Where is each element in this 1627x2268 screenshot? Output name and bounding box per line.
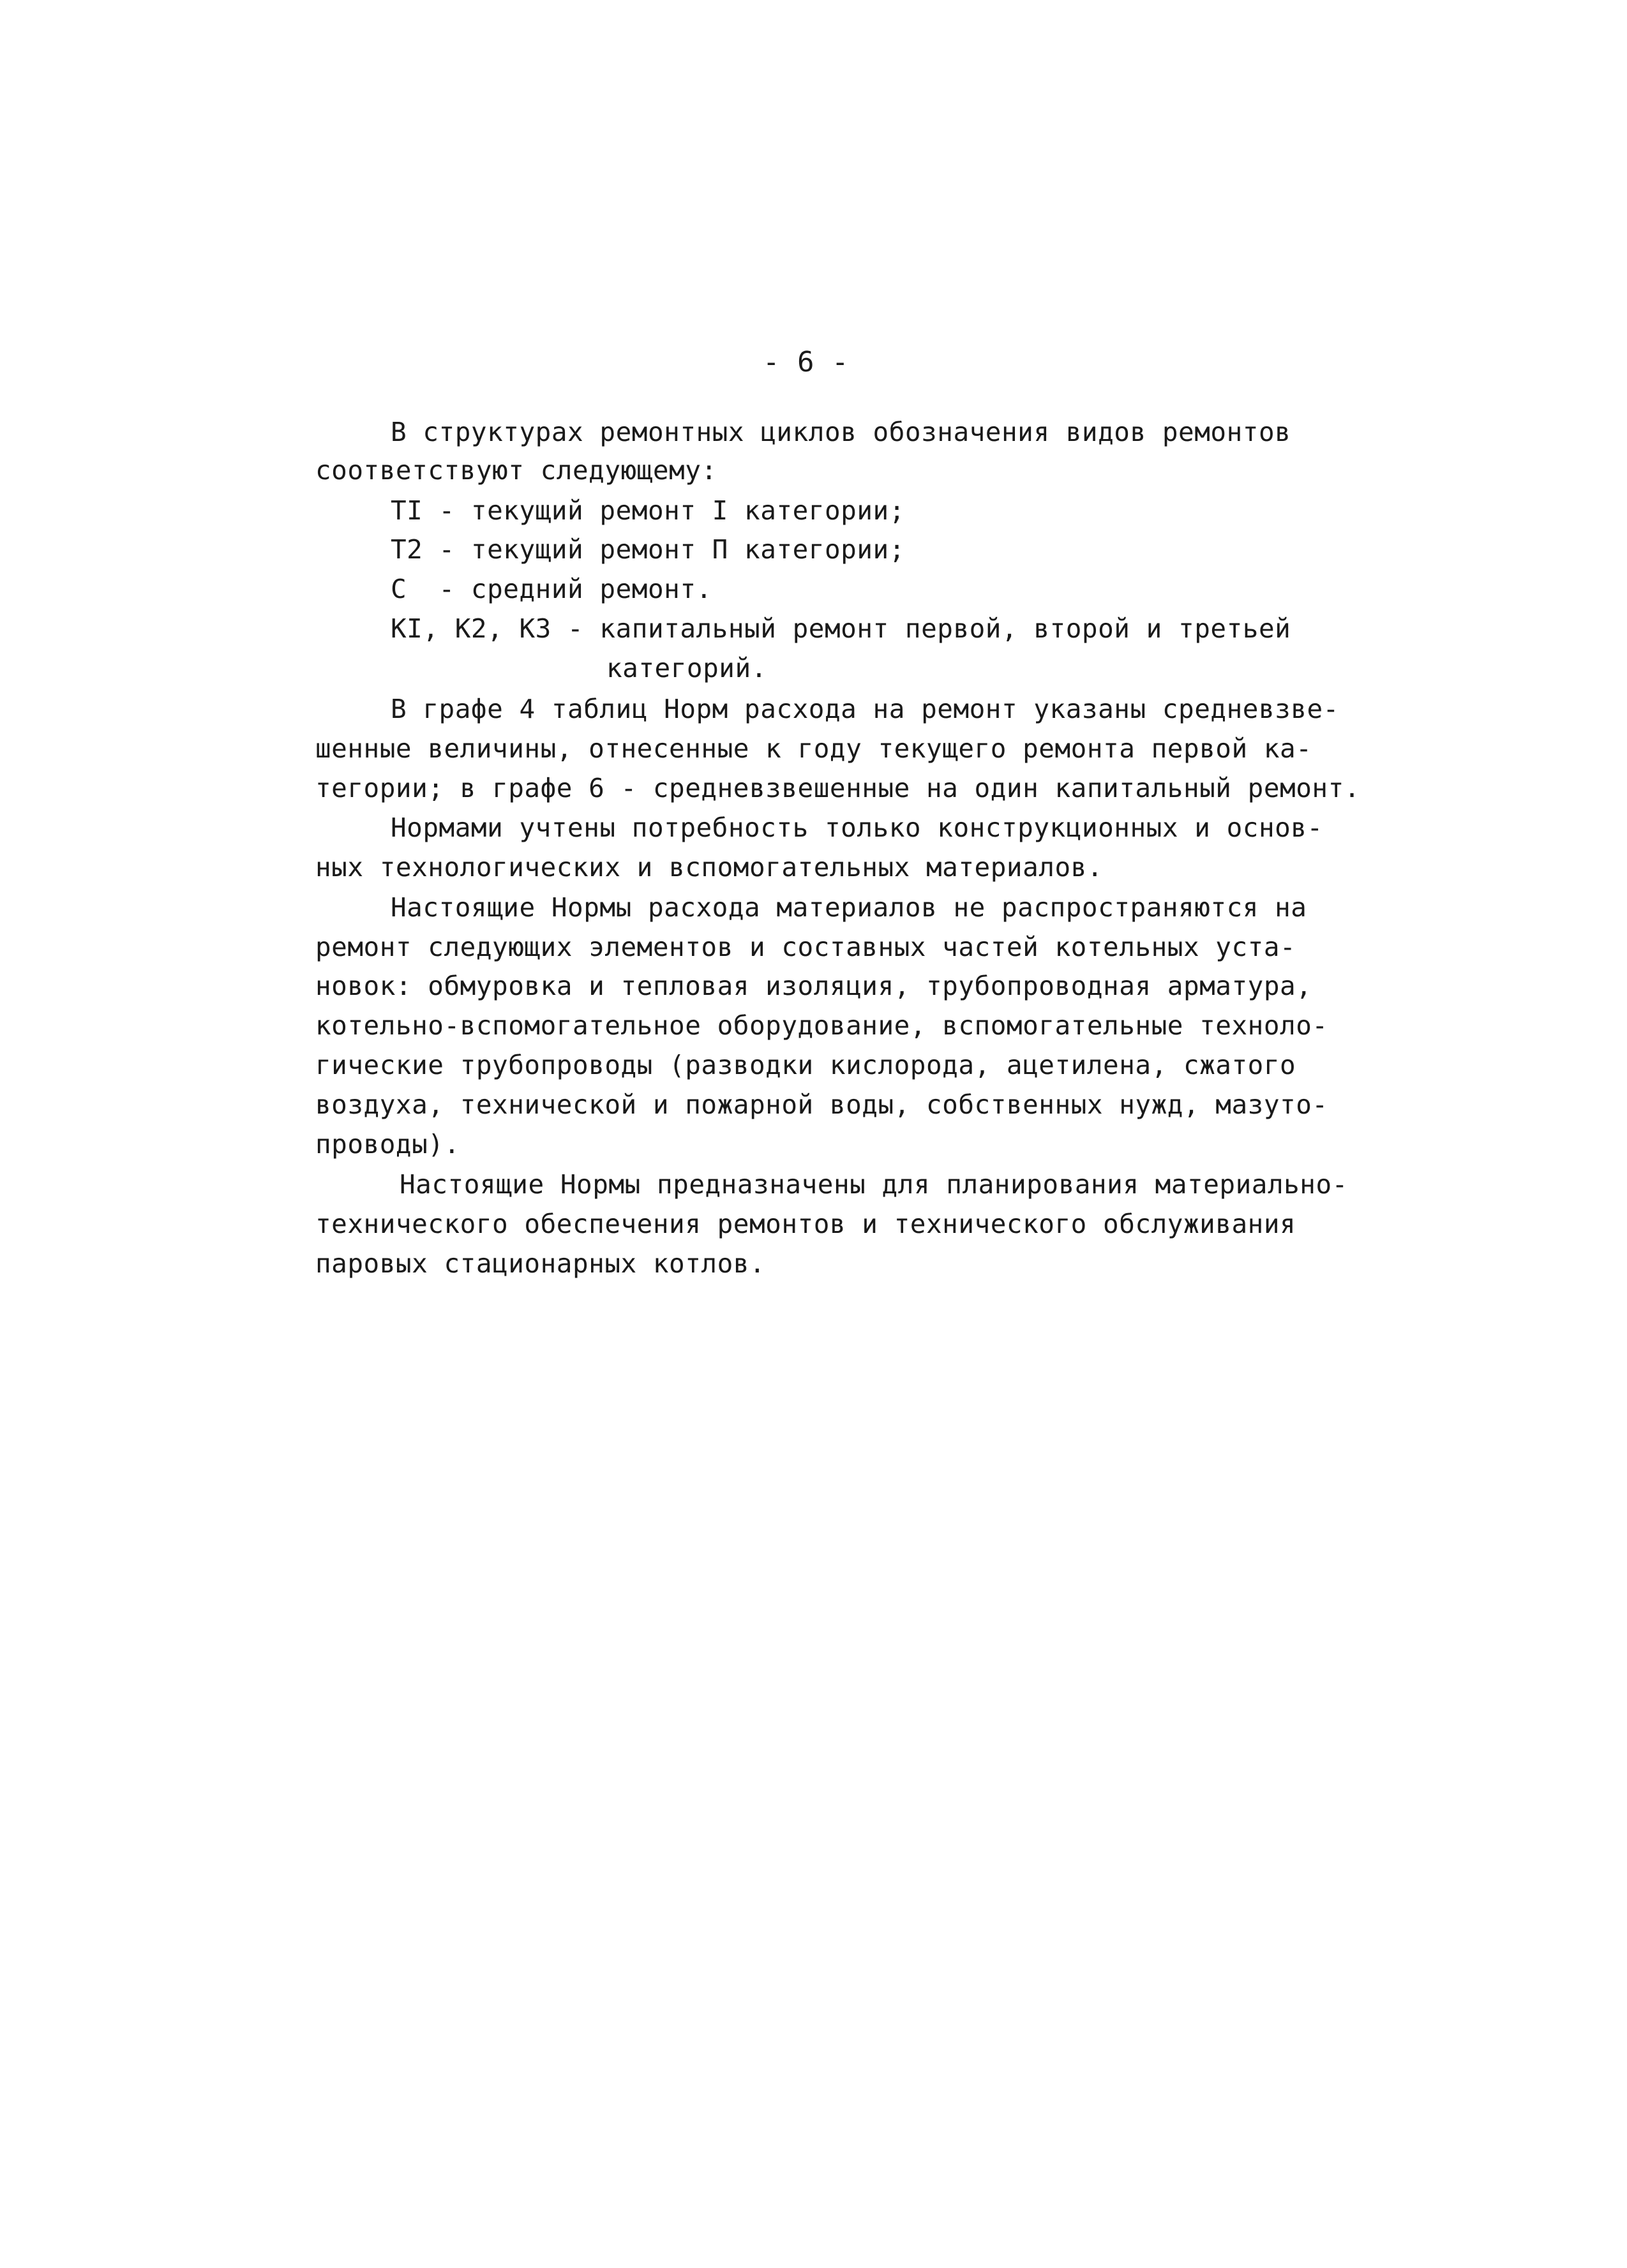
text-line: проводы). (315, 1129, 460, 1160)
text-line: котельно-вспомогательное оборудование, вспомогательные техноло- (315, 1010, 1328, 1041)
text-line: С - средний ремонт. (391, 574, 712, 604)
text-line: В структурах ремонтных циклов обозначения видов ремонтов (391, 417, 1291, 447)
text-line: паровых стационарных котлов. (315, 1248, 766, 1279)
text-line: ремонт следующих элементов и составных частей котельных уста- (315, 932, 1296, 962)
text-line: категорий. (606, 653, 767, 683)
text-line: воздуха, технической и пожарной воды, собственных нужд, мазуто- (315, 1089, 1328, 1120)
text-line: Нормами учтены потребность только конструкционных и основ- (391, 812, 1323, 843)
text-line: технического обеспечения ремонтов и технического обслуживания (315, 1209, 1296, 1239)
text-line: Настоящие Нормы расхода материалов не распространяются на (391, 892, 1307, 923)
text-line: гические трубопроводы (разводки кислорода, ацетилена, сжатого (315, 1050, 1296, 1080)
text-line: Т2 - текущий ремонт П категории; (391, 534, 905, 565)
text-line: ТI - текущий ремонт I категории; (391, 495, 905, 526)
text-line: соответствуют следующему: (315, 455, 717, 486)
text-line: ных технологических и вспомогательных материалов. (315, 852, 1104, 883)
page-number: - 6 - (763, 346, 849, 378)
text-line: Настоящие Нормы предназначены для планирования материально- (400, 1169, 1348, 1200)
text-line: шенные величины, отнесенные к году текущего ремонта первой ка- (315, 733, 1312, 764)
text-line: новок: обмуровка и тепловая изоляция, трубопроводная арматура, (315, 971, 1312, 1001)
text-line: КI, К2, К3 - капитальный ремонт первой, второй и третьей (391, 613, 1291, 644)
text-line: В графе 4 таблиц Норм расхода на ремонт указаны средневзве- (391, 694, 1339, 724)
text-line: тегории; в графе 6 - средневзвешенные на один капитальный ремонт. (315, 773, 1360, 803)
